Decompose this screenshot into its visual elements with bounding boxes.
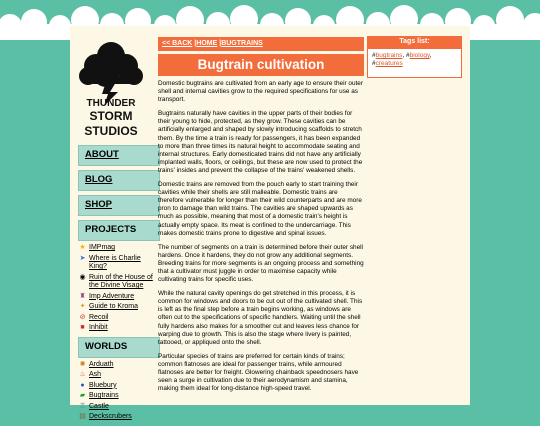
- nav-about[interactable]: ABOUT: [78, 145, 160, 166]
- home-link[interactable]: HOME: [196, 40, 218, 47]
- world-link[interactable]: Bugtrains: [89, 392, 119, 399]
- nav-blog[interactable]: BLOG: [78, 170, 160, 191]
- imp-icon: ♜: [79, 292, 86, 300]
- list-item[interactable]: [78, 255, 160, 272]
- eye-icon: ◉: [79, 273, 86, 281]
- section-link[interactable]: BUGTRAINS: [221, 40, 263, 47]
- paragraph: Bugtrains naturally have cavities in the upper parts of their bodies for their young to hide, protected, as they grow. These cavities can be artificially enlarged and shaped by slowly introducing scaffolds to stretch them. By the time a train is ready for passengers, it has been expanded to more than three times its natural height to accommodate seating and internal structures. Early domesticated trains did not have any artificially implanted walls, floors, or ceilings, but these are now used to protect the trains' insides and prevent the collapse of the trains' weakened shells.: [158, 110, 363, 174]
- list-item[interactable]: [78, 361, 160, 370]
- star-icon: ★: [79, 244, 86, 251]
- project-link[interactable]: Recoil: [89, 313, 109, 321]
- train-icon: ▰: [79, 392, 86, 399]
- worlds-heading: WORLDS: [78, 337, 160, 358]
- paragraph: Domestic trains are removed from the pouch early to start training their cavities while their shells are still malleable. Domestic trains are therefore vulnerable for longer than their wild counterparts and are more pron to damage than wild trains. The cavities are shaped upwards as much as possible, meaning that most of a domestic train's height is actually empty space. Its meat is confined to the undercarriage. This makes domestic trains prone to digestive and spinal issues.: [158, 181, 362, 237]
- tags-box: [367, 36, 462, 78]
- logo-line-3: STUDIOS: [84, 124, 138, 138]
- castle-icon: ♖: [79, 402, 86, 410]
- list-item[interactable]: [78, 413, 160, 422]
- paragraph: The number of segments on a train is determined before their outer shell hardens. Once it hardens, they do not grow any additional segments. Breeding trains for more segments is an ongoing process and something that a cultivator must juggle in order to maximise capacity while cultivating trains for specific uses.: [158, 243, 364, 284]
- logo-line-1: THUNDER: [86, 98, 136, 109]
- fire-icon: ♨: [79, 371, 86, 378]
- breadcrumb-separator: |: [194, 40, 197, 47]
- paragraph: Particular species of trains are preferred for certain kinds of trains; common flatnoses are ideal for passenger trains, while armoured flatnoses are better for freight. Glowering chainback speednosers have seen a surge in cultivation due to their aerodynamism and stamina, making them ideal for long-distance high-speed travel.: [158, 352, 359, 393]
- paragraph: While the natural cavity openings do get stretched in this process, it is common for windows and doors to be cut out of the cultivated shell. This is left as the final step before a train begins working, as windows are often cut to the specifications of specific handlers. Waiting until the shell fully hardens also makes for a smoother cut and leaves less chance for warping due to growth. This is also the stage where livery is painted, tattooed, or appliqued onto the shell.: [158, 290, 363, 346]
- thunderstorm-studios-logo[interactable]: [76, 36, 146, 148]
- world-link[interactable]: Deckscrubers: [89, 413, 132, 420]
- projects-heading: PROJECTS: [78, 220, 160, 241]
- list-item[interactable]: [78, 324, 160, 333]
- back-link[interactable]: << BACK: [162, 40, 193, 47]
- page-container: [70, 26, 470, 420]
- list-item[interactable]: [78, 244, 160, 253]
- paragraph: Domestic bugtrains are cultivated from an early age to ensure their outer shell and internal cavities grow to the required specifications for use as transport.: [158, 80, 363, 104]
- main-content: [158, 37, 364, 399]
- world-link[interactable]: Bluebury: [89, 381, 117, 389]
- tag-link[interactable]: biology: [409, 52, 430, 59]
- project-link[interactable]: Guide to Kroma: [89, 303, 139, 310]
- pin-icon: ➤: [79, 254, 86, 262]
- page-title: Bugtrain cultivation: [158, 54, 364, 76]
- list-item[interactable]: [78, 382, 160, 391]
- list-item[interactable]: [78, 303, 160, 312]
- berry-icon: ●: [80, 381, 85, 389]
- tag-link[interactable]: creatures: [375, 60, 403, 67]
- tags-heading: Tags list:: [367, 36, 462, 48]
- project-link[interactable]: IMPmag: [89, 244, 116, 251]
- project-link[interactable]: Inhibit: [89, 324, 108, 331]
- block-icon: ■: [80, 324, 85, 331]
- list-item[interactable]: [78, 293, 160, 302]
- list-item[interactable]: [78, 371, 160, 380]
- projects-list: [78, 244, 160, 333]
- spark-icon: ✦: [79, 303, 86, 310]
- breadcrumb: [158, 37, 364, 51]
- compass-icon: ✺: [79, 360, 86, 368]
- world-link[interactable]: Arduath: [89, 360, 114, 368]
- list-item[interactable]: [78, 392, 160, 401]
- deck-icon: ▤: [79, 413, 86, 420]
- sidebar: [78, 145, 160, 426]
- list-item[interactable]: [78, 314, 160, 323]
- project-link[interactable]: Ruin of the House of the Divine Visage: [89, 273, 153, 289]
- list-item[interactable]: [78, 403, 160, 412]
- tag-link[interactable]: bugtrains: [375, 52, 403, 59]
- worlds-list: [78, 361, 160, 422]
- logo-line-2: STORM: [89, 109, 133, 123]
- article-body: [158, 80, 364, 393]
- world-link[interactable]: Castle: [89, 402, 109, 410]
- project-link[interactable]: Imp Adventure: [89, 292, 135, 300]
- list-item[interactable]: [78, 274, 160, 291]
- world-link[interactable]: Ash: [89, 371, 102, 378]
- breadcrumb-separator: |: [219, 40, 222, 47]
- tags-list: #bugtrains, #biology, #creatures: [367, 48, 462, 78]
- project-link[interactable]: Where is Charlie King?: [89, 254, 141, 270]
- nav-shop[interactable]: SHOP: [78, 195, 160, 216]
- no-icon: ⊘: [79, 313, 86, 321]
